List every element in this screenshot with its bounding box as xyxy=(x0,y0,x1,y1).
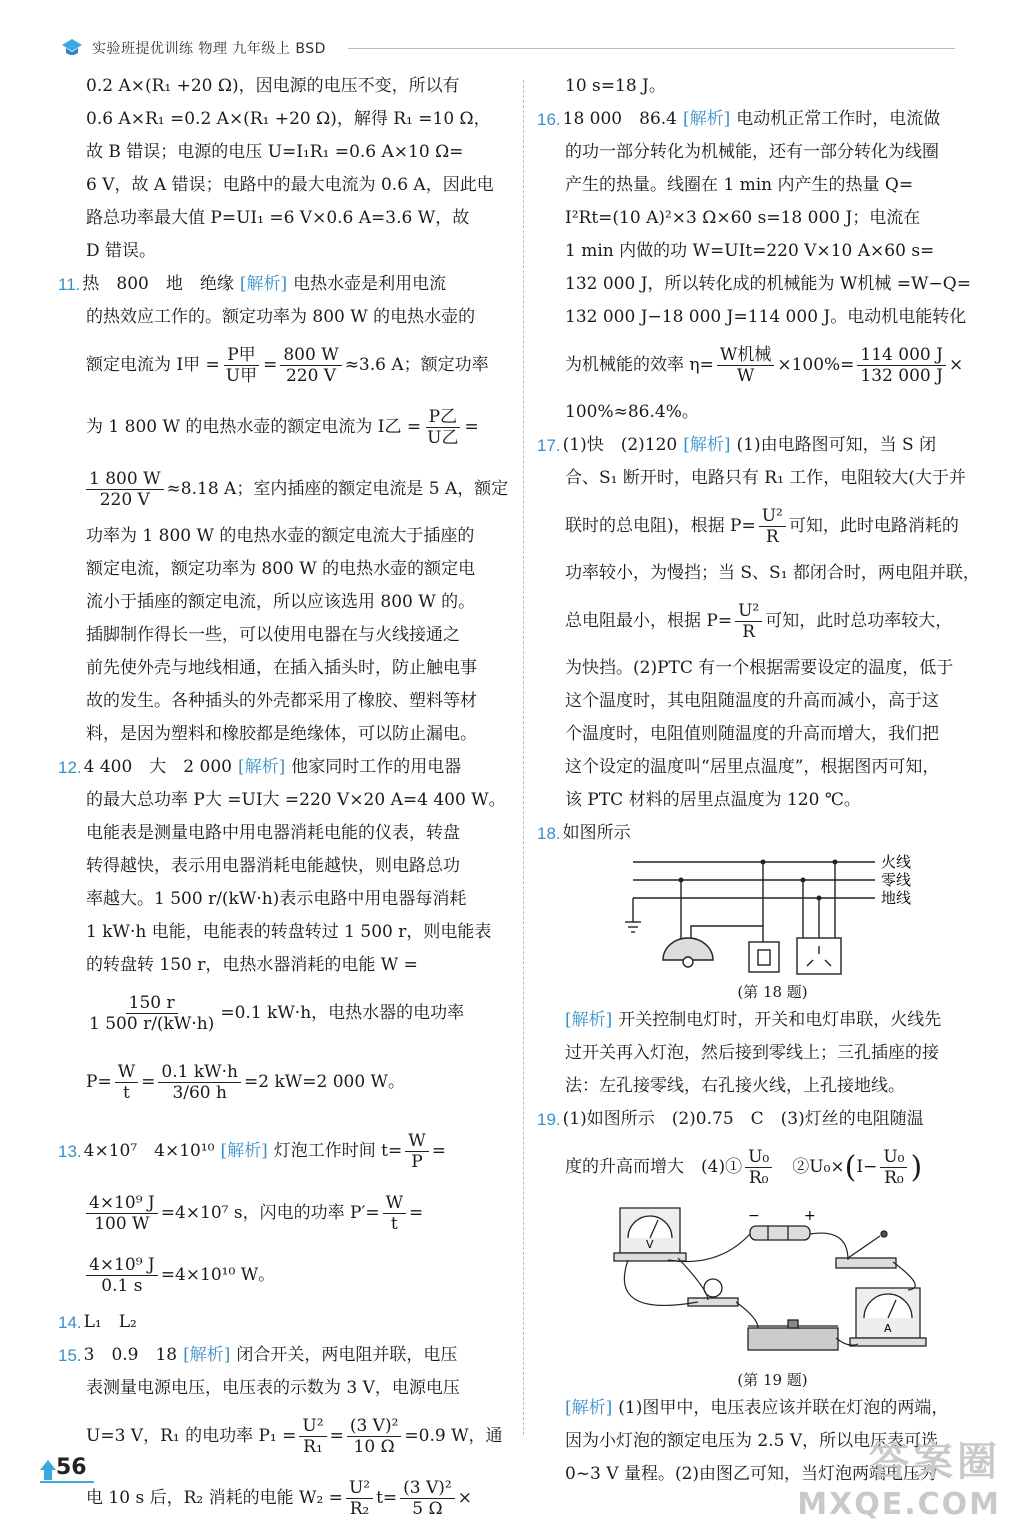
watermark xyxy=(797,1430,1001,1522)
text: = xyxy=(141,1071,156,1092)
text: 电 10 s 后，R₂ 消耗的电能 W₂ = xyxy=(86,1487,343,1508)
answer: 18 000 86.4 xyxy=(562,109,677,129)
numerator: W xyxy=(405,1131,428,1152)
numerator: W机械 xyxy=(717,345,774,366)
page-number: 56 xyxy=(56,1455,87,1480)
text-line: 该 PTC 材料的居里点温度为 120 ℃。 xyxy=(565,790,861,810)
answer: (1)快 (2)120 xyxy=(562,435,678,455)
question-number: 16. xyxy=(537,110,561,129)
text-line: 的转盘转 150 r，电热水器消耗的电能 W = xyxy=(86,955,418,975)
text: 开关控制电灯时，开关和电灯串联，火线先 xyxy=(618,1010,942,1030)
denominator: W xyxy=(736,365,755,386)
text-line: D 错误。 xyxy=(86,241,157,261)
text: = xyxy=(464,416,479,437)
text-line: 料，是因为塑料和橡胶都是绝缘体，可以防止漏电。 xyxy=(86,724,477,744)
analysis-line xyxy=(565,1392,980,1425)
denominator: 10 Ω xyxy=(353,1436,395,1457)
fraction xyxy=(745,1147,772,1188)
book-logo-icon xyxy=(60,36,84,58)
question-16 xyxy=(537,103,980,136)
fraction xyxy=(346,1478,373,1519)
numerator: 4×10⁹ J xyxy=(86,1193,158,1214)
answer: 4 400 大 2 000 xyxy=(83,757,232,777)
denominator: 100 W xyxy=(94,1213,150,1234)
text: × xyxy=(457,1487,472,1508)
denominator: R₂ xyxy=(349,1498,370,1519)
fraction xyxy=(158,1062,241,1103)
question-12 xyxy=(58,751,508,784)
text: (1)由电路图可知，当 S 闭 xyxy=(736,435,937,455)
answer: L₁ L₂ xyxy=(83,1312,137,1332)
fraction xyxy=(717,345,774,386)
page-header xyxy=(58,36,955,60)
paren-open: ( xyxy=(844,1149,857,1185)
formula-line xyxy=(86,1044,508,1120)
fraction xyxy=(86,1193,158,1234)
numerator: W xyxy=(115,1062,138,1083)
text: P= xyxy=(86,1071,112,1092)
numerator: W xyxy=(383,1193,406,1214)
text-line: 功率较小，为慢挡；当 S、S₁ 都闭合时，两电阻并联， xyxy=(565,563,980,583)
experiment-circuit-drawing xyxy=(608,1198,938,1368)
fraction xyxy=(86,1255,158,1296)
text-line: 6 V，故 A 错误；电路中的最大电流为 0.6 A，因此电 xyxy=(86,175,494,195)
text: ②U₀× xyxy=(775,1156,845,1177)
question-number: 12. xyxy=(58,758,82,777)
denominator: R xyxy=(765,526,779,547)
text: 闭合开关，两电阻并联，电压 xyxy=(236,1345,458,1365)
question-number: 13. xyxy=(58,1141,82,1161)
text-line: 因为小灯泡的额定电压为 2.5 V，所以电压表可选 xyxy=(565,1431,939,1451)
live-wire-label: 火线 xyxy=(880,853,911,871)
analysis-tag: [ 解析 ] xyxy=(565,1004,612,1037)
right-column xyxy=(537,70,980,1491)
fraction xyxy=(223,345,260,386)
text: I− xyxy=(856,1156,878,1177)
numerator: U₀ xyxy=(745,1147,772,1168)
denominator: R xyxy=(742,621,756,642)
text: 度的升高而增大 (4)① xyxy=(565,1156,743,1177)
text: 为 1 800 W 的电热水壶的额定电流为 I乙 = xyxy=(86,416,422,437)
neutral-wire-label: 零线 xyxy=(880,871,911,889)
fraction xyxy=(424,407,461,448)
question-11 xyxy=(58,268,508,301)
analysis-tag: [ 解析 ] xyxy=(565,1392,612,1425)
figure-caption: (第 19 题) xyxy=(737,1371,808,1389)
text-line: 流小于插座的额定电流，所以应该选用 800 W 的。 xyxy=(86,592,476,612)
text: =0.9 W，通 xyxy=(404,1425,503,1446)
formula-line xyxy=(86,1405,508,1467)
fraction xyxy=(735,601,762,642)
text: 灯泡工作时间 t= xyxy=(273,1140,403,1161)
text: × xyxy=(948,354,964,375)
numerator: (3 V)² xyxy=(347,1416,402,1437)
numerator: U² xyxy=(759,506,786,527)
text: U=3 V，R₁ 的电功率 P₁ = xyxy=(86,1425,297,1446)
text-line: 法：左孔接零线，右孔接火线，上孔接地线。 xyxy=(565,1076,905,1096)
numerator: (3 V)² xyxy=(400,1478,455,1499)
ground-wire-label: 地线 xyxy=(880,889,911,907)
text-line: 前先使外壳与地线相通，在插入插头时，防止触电事 xyxy=(86,658,477,678)
denominator: R₀ xyxy=(884,1167,904,1188)
battery-negative-label: − xyxy=(747,1208,760,1224)
battery-positive-label: + xyxy=(803,1208,816,1224)
numerator: 1 800 W xyxy=(86,469,164,490)
text-line: 0~3 V 量程。(2)由图乙可知，当灯泡两端电压为 xyxy=(565,1464,938,1484)
header-title: 实验班提优训练 物理 九年级上 BSD xyxy=(92,41,326,57)
text-line: 0.2 A×(R₁ +20 Ω)，因电源的电压不变，所以有 xyxy=(86,76,460,96)
figure-19 xyxy=(565,1198,980,1392)
denominator: U甲 xyxy=(225,365,258,386)
numerator: 800 W xyxy=(280,345,341,366)
numerator: U₀ xyxy=(880,1147,907,1168)
fraction xyxy=(400,1478,455,1519)
text-line: 132 000 J，所以转化成的机械能为 W机械 =W−Q= xyxy=(565,274,971,294)
denominator: 0.1 s xyxy=(101,1275,143,1296)
analysis-tag: [ 解析 ] xyxy=(183,1339,230,1372)
text: 可知，此时电路消耗的 xyxy=(788,515,959,536)
text-line: 插脚制作得长一些，可以使用电器在与火线接通之 xyxy=(86,625,460,645)
text-line: 功率为 1 800 W 的电热水壶的额定电流大于插座的 xyxy=(86,526,475,546)
text: = xyxy=(263,354,278,375)
denominator: U乙 xyxy=(427,427,459,448)
formula-line xyxy=(565,590,980,652)
header-rule xyxy=(348,48,955,49)
numerator: P乙 xyxy=(426,407,460,428)
formula-line xyxy=(86,982,508,1044)
answer: (1)如图所示 (2)0.75 C (3)灯丝的电阻随温 xyxy=(562,1109,924,1129)
text-line: 故的发生。各种插头的外壳都采用了橡胶、塑料等材 xyxy=(86,691,477,711)
column-divider xyxy=(523,80,524,1435)
text: = xyxy=(329,1425,344,1446)
analysis-tag: [ 解析 ] xyxy=(683,429,730,462)
text-line: 这个温度时，其电阻随温度的升高而减小，高于这 xyxy=(565,691,939,711)
text-line: 产生的热量。线圈在 1 min 内产生的热量 Q= xyxy=(565,175,914,195)
text-line: 路总功率最大值 P=UI₁ =6 V×0.6 A=3.6 W，故 xyxy=(86,208,470,228)
formula-line xyxy=(86,1244,508,1306)
numerator: U² xyxy=(299,1416,326,1437)
text-line: 这个设定的温度叫“居里点温度”，根据图丙可知， xyxy=(565,757,940,777)
text: ≈8.18 A；室内插座的额定电流是 5 A，额定 xyxy=(166,478,509,499)
watermark-line-2: MXQE.COM xyxy=(797,1487,1001,1522)
question-number: 18. xyxy=(537,824,561,843)
answer: 热 800 地 绝缘 xyxy=(82,274,234,294)
analysis-tag: [ 解析 ] xyxy=(240,268,287,301)
text: ≈3.6 A；额定功率 xyxy=(344,354,489,375)
text-line: 表测量电源电压，电压表的示数为 3 V，电源电压 xyxy=(86,1378,460,1398)
answer: 4×10⁷ 4×10¹⁰ xyxy=(83,1140,215,1161)
figure-18 xyxy=(565,850,980,1004)
watermark-line-1: 答案圈 xyxy=(869,1439,1001,1485)
fraction xyxy=(857,345,946,386)
text: 为机械能的效率 η= xyxy=(565,354,714,375)
formula-line xyxy=(565,1136,980,1198)
formula-line xyxy=(86,334,508,396)
question-number: 11. xyxy=(58,275,81,294)
text: 电动机正常工作时，电流做 xyxy=(736,109,941,129)
numerator: U² xyxy=(735,601,762,622)
text: = xyxy=(431,1140,446,1161)
text: 他家同时工作的用电器 xyxy=(291,757,462,777)
text: =4×10¹⁰ W。 xyxy=(160,1264,276,1285)
text-line: 过开关再入灯泡，然后接到零线上；三孔插座的接 xyxy=(565,1043,939,1063)
text: t= xyxy=(376,1487,398,1508)
fraction xyxy=(880,1147,907,1188)
denominator: 132 000 J xyxy=(860,365,943,386)
formula-line xyxy=(86,1182,508,1244)
fraction xyxy=(383,1193,406,1234)
ammeter-label: A xyxy=(883,1322,892,1335)
fraction xyxy=(115,1062,138,1103)
figure-caption: (第 18 题) xyxy=(737,983,808,1001)
denominator: 220 V xyxy=(99,489,150,510)
text-line: 1 min 内做的功 W=UIt=220 V×10 A×60 s= xyxy=(565,241,935,261)
text-line: 合、S₁ 断开时，电路只有 R₁ 工作，电阻较大(大于并 xyxy=(565,468,966,488)
numerator: 0.1 kW·h xyxy=(158,1062,241,1083)
denominator: t xyxy=(123,1082,130,1103)
formula-line xyxy=(565,495,980,557)
formula-line xyxy=(86,396,508,458)
text: =0.1 kW·h，电热水器的电功率 xyxy=(220,1002,465,1023)
denominator: 5 Ω xyxy=(412,1498,443,1519)
text: =4×10⁷ s，闪电的功率 P′= xyxy=(160,1202,380,1223)
denominator: P xyxy=(411,1151,423,1172)
question-17 xyxy=(537,429,980,462)
formula-line xyxy=(86,458,508,520)
text-line: 的最大总功率 P大 =UI大 =220 V×20 A=4 400 W。 xyxy=(86,790,506,810)
numerator: P甲 xyxy=(224,345,258,366)
text-line: 1 kW·h 电能，电能表的转盘转过 1 500 r，则电能表 xyxy=(86,922,492,942)
text-line: 的热效应工作的。额定功率为 800 W 的电热水壶的 xyxy=(86,307,476,327)
text: (1)图甲中，电压表应该并联在灯泡的两端， xyxy=(618,1398,949,1418)
fraction xyxy=(280,345,341,386)
paren-close: ) xyxy=(910,1149,923,1185)
voltmeter-label: V xyxy=(645,1238,654,1251)
text-line: 132 000 J−18 000 J=114 000 J。电动机电能转化 xyxy=(565,307,967,327)
text: 电热水壶是利用电流 xyxy=(293,274,447,294)
question-19 xyxy=(537,1103,980,1136)
text-line: 0.6 A×R₁ =0.2 A×(R₁ +20 Ω)，解得 R₁ =10 Ω， xyxy=(86,109,491,129)
answer: 3 0.9 18 xyxy=(83,1345,178,1365)
question-14 xyxy=(58,1306,508,1339)
text: 联时的总电阻)，根据 P= xyxy=(565,515,756,536)
text: ×100%= xyxy=(777,354,855,375)
question-15 xyxy=(58,1339,508,1372)
text-line: 电能表是测量电路中用电器消耗电能的仪表，转盘 xyxy=(86,823,460,843)
denominator: 220 V xyxy=(285,365,337,386)
text: =2 kW=2 000 W。 xyxy=(244,1071,406,1092)
numerator: U² xyxy=(346,1478,373,1499)
text-line: I²Rt=(10 A)²×3 Ω×60 s=18 000 J；电流在 xyxy=(565,208,921,228)
question-number: 17. xyxy=(537,436,561,455)
text-line: 转得越快，表示用电器消耗电能越快，则电路总功 xyxy=(86,856,460,876)
analysis-tag: [ 解析 ] xyxy=(238,751,285,784)
text-line: 故 B 错误；电源的电压 U=I₁R₁ =0.6 A×10 Ω= xyxy=(86,142,464,162)
analysis-line xyxy=(565,1004,980,1037)
fraction xyxy=(299,1416,326,1457)
analysis-tag: [ 解析 ] xyxy=(683,103,730,136)
text-line: 100%≈86.4%。 xyxy=(565,402,699,422)
fraction xyxy=(347,1416,402,1457)
answer: 如图所示 xyxy=(562,823,631,843)
text-line: 为快挡。(2)PTC 有一个根据需要设定的温度，低于 xyxy=(565,658,954,678)
denominator: R₀ xyxy=(748,1167,769,1188)
fraction xyxy=(759,506,786,547)
denominator: 1 500 r/(kW·h) xyxy=(89,1013,215,1034)
question-number: 14. xyxy=(58,1313,82,1332)
numerator: 114 000 J xyxy=(857,345,946,366)
question-number: 15. xyxy=(58,1346,82,1365)
text: = xyxy=(409,1202,424,1223)
text-line: 额定电流，额定功率为 800 W 的电热水壶的额定电 xyxy=(86,559,476,579)
text-line: 10 s=18 J。 xyxy=(565,76,666,96)
fraction xyxy=(405,1131,428,1172)
household-circuit-diagram xyxy=(623,850,923,980)
fraction xyxy=(86,469,164,510)
denominator: t xyxy=(390,1213,398,1234)
text: 额定电流为 I甲 = xyxy=(86,354,220,375)
question-13 xyxy=(58,1120,508,1182)
denominator: R₁ xyxy=(303,1436,323,1457)
formula-line xyxy=(565,334,980,396)
text-line: 的功一部分转化为机械能，还有一部分转化为线圈 xyxy=(565,142,939,162)
formula-line xyxy=(86,1467,508,1529)
analysis-tag: [ 解析 ] xyxy=(220,1135,267,1168)
question-number: 19. xyxy=(537,1110,561,1129)
fraction xyxy=(86,993,217,1034)
numerator: 4×10⁹ J xyxy=(86,1255,158,1276)
question-18 xyxy=(537,817,980,850)
text-line: 率越大。1 500 r/(kW·h)表示电路中用电器每消耗 xyxy=(86,889,467,909)
text: 总电阻最小，根据 P= xyxy=(565,610,733,631)
denominator: 3/60 h xyxy=(172,1082,227,1103)
text-line: 个温度时，电阻值则随温度的升高而增大，我们把 xyxy=(565,724,939,744)
text: 可知，此时总功率较大， xyxy=(765,610,953,631)
numerator: 150 r xyxy=(126,993,178,1014)
